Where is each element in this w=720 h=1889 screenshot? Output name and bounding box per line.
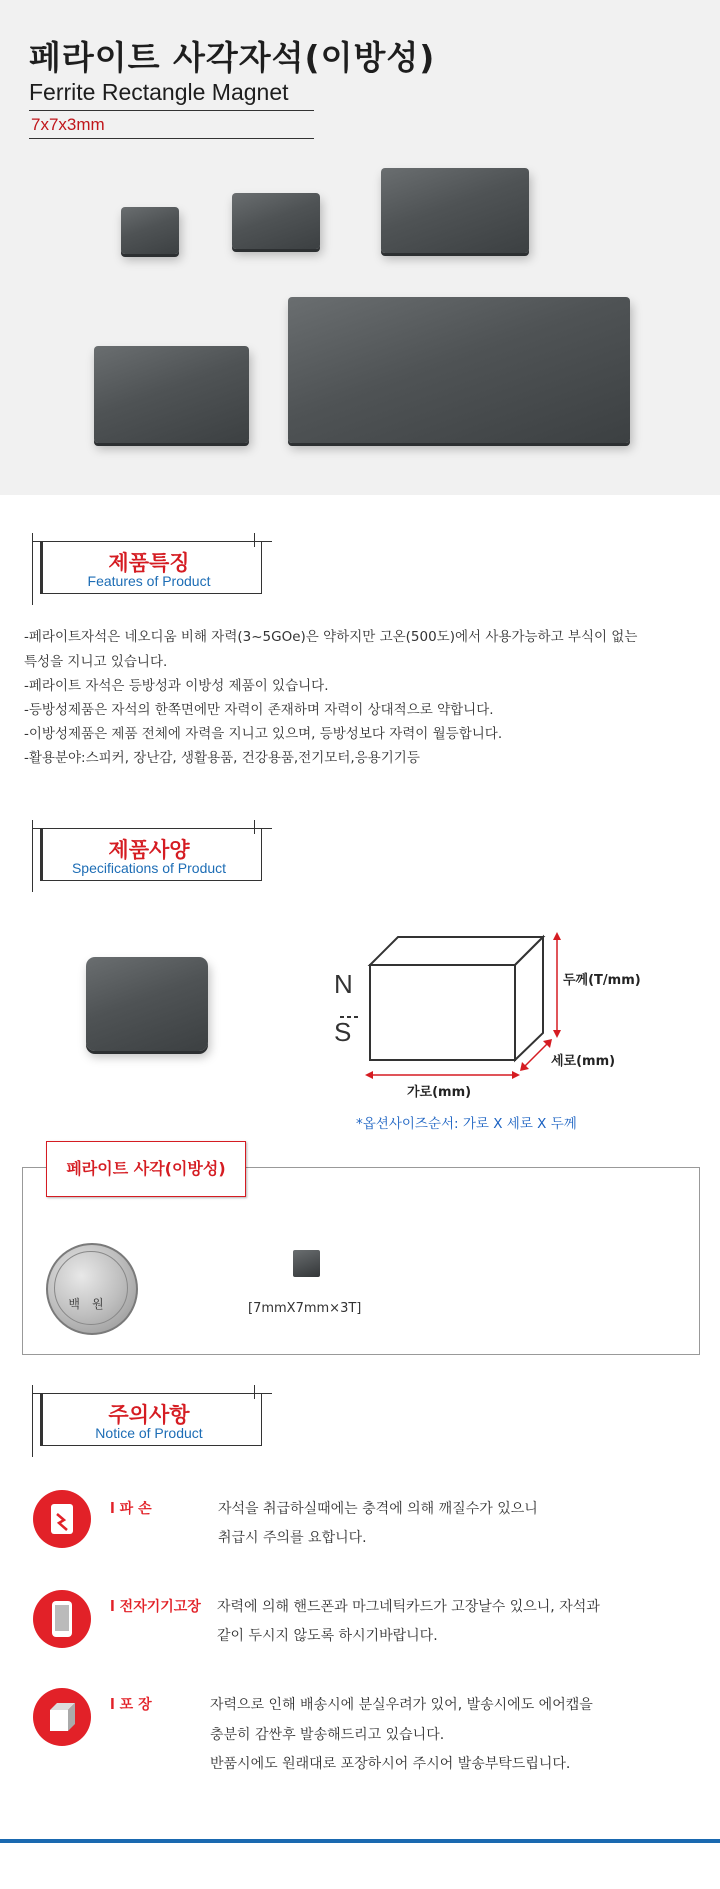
option-label-box [46, 1141, 246, 1197]
feature-line: -이방성제품은 제품 전체에 자력을 지니고 있으며, 등방성보다 자력이 월등합니다. [24, 726, 503, 742]
thickness-label: 두께(T/mm) [563, 973, 641, 988]
pole-s-label: S [334, 1017, 352, 1047]
title-divider [29, 110, 314, 111]
magnet-spec-image [86, 957, 208, 1051]
notice-text: 자력에 의해 핸드폰과 마그네틱카드가 고장날수 있으니, 자석과 [217, 1599, 600, 1615]
specs-heading [32, 820, 262, 884]
option-label: 페라이트 사각(이방성) [66, 1159, 226, 1178]
notice-text: 반품시에도 원래대로 포장하시어 주시어 발송부탁드립니다. [210, 1756, 571, 1772]
notice-text: 같이 두시지 않도록 하시기바랍니다. [217, 1628, 438, 1644]
magnet-image-small [121, 207, 179, 254]
product-size: 7x7x3mm [31, 115, 105, 134]
option-caption: [7mmX7mm×3T] [248, 1301, 362, 1316]
product-title-en: Ferrite Rectangle Magnet [29, 79, 289, 105]
feature-line: -등방성제품은 자석의 한쪽면에만 자력이 존재하며 자력이 상대적으로 약합니다. [24, 702, 494, 718]
phone-icon [33, 1590, 91, 1648]
dimension-diagram [320, 925, 640, 1095]
magnet-option-image [293, 1250, 320, 1277]
pole-n-label: N [334, 969, 353, 999]
notice-text: 자력으로 인해 배송시에 분실우려가 있어, 발송시에도 에어캡을 [210, 1697, 593, 1713]
magnet-image-block [94, 346, 249, 443]
size-divider [29, 138, 314, 139]
magnet-image-medium [232, 193, 320, 249]
notice-heading-ko: 주의사항 [108, 1403, 190, 1427]
depth-label: 세로(mm) [551, 1054, 616, 1069]
specs-heading-en: Specifications of Product [71, 860, 227, 876]
notice-heading [32, 1385, 262, 1449]
notice-text: 충분히 감싼후 발송해드리고 있습니다. [210, 1727, 445, 1743]
features-heading [32, 533, 262, 597]
feature-line: -페라이트 자석은 등방성과 이방성 제품이 있습니다. [24, 678, 329, 694]
broken-glass-icon [33, 1490, 91, 1548]
width-label: 가로(mm) [407, 1085, 472, 1100]
coin-image [46, 1243, 138, 1335]
notice-heading-en: Notice of Product [95, 1425, 203, 1441]
notice-label-packing: l 포 장 [110, 1697, 152, 1713]
notice-text: 자석을 취급하실때에는 충격에 의해 깨질수가 있으니 [218, 1501, 538, 1517]
feature-line: -페라이트자석은 네오디움 비해 자력(3~5GOe)은 약하지만 고온(500도)에서 사용가능하고 부식이 없는 [24, 629, 638, 645]
product-title-ko: 페라이트 사각자석(이방성) [29, 38, 436, 77]
box-icon [33, 1688, 91, 1746]
notice-label-breakage: l 파 손 [110, 1501, 152, 1517]
magnet-image-large [381, 168, 529, 253]
bottom-bar [0, 1839, 720, 1843]
feature-line: -활용분야:스피커, 장난감, 생활용품, 건강용품,전기모터,응용기기등 [24, 750, 420, 766]
option-order-note: *옵션사이즈순서: 가로 X 세로 X 두께 [356, 1116, 577, 1132]
specs-heading-ko: 제품사양 [108, 838, 190, 862]
coin-text: 백원 [68, 1297, 116, 1311]
features-heading-ko: 제품특징 [108, 551, 190, 575]
notice-label-device: l 전자기기고장 [110, 1599, 201, 1615]
feature-line: 특성을 지니고 있습니다. [24, 654, 168, 670]
notice-text: 취급시 주의를 요합니다. [218, 1530, 367, 1546]
magnet-image-bar [288, 297, 630, 443]
features-heading-en: Features of Product [87, 573, 211, 589]
